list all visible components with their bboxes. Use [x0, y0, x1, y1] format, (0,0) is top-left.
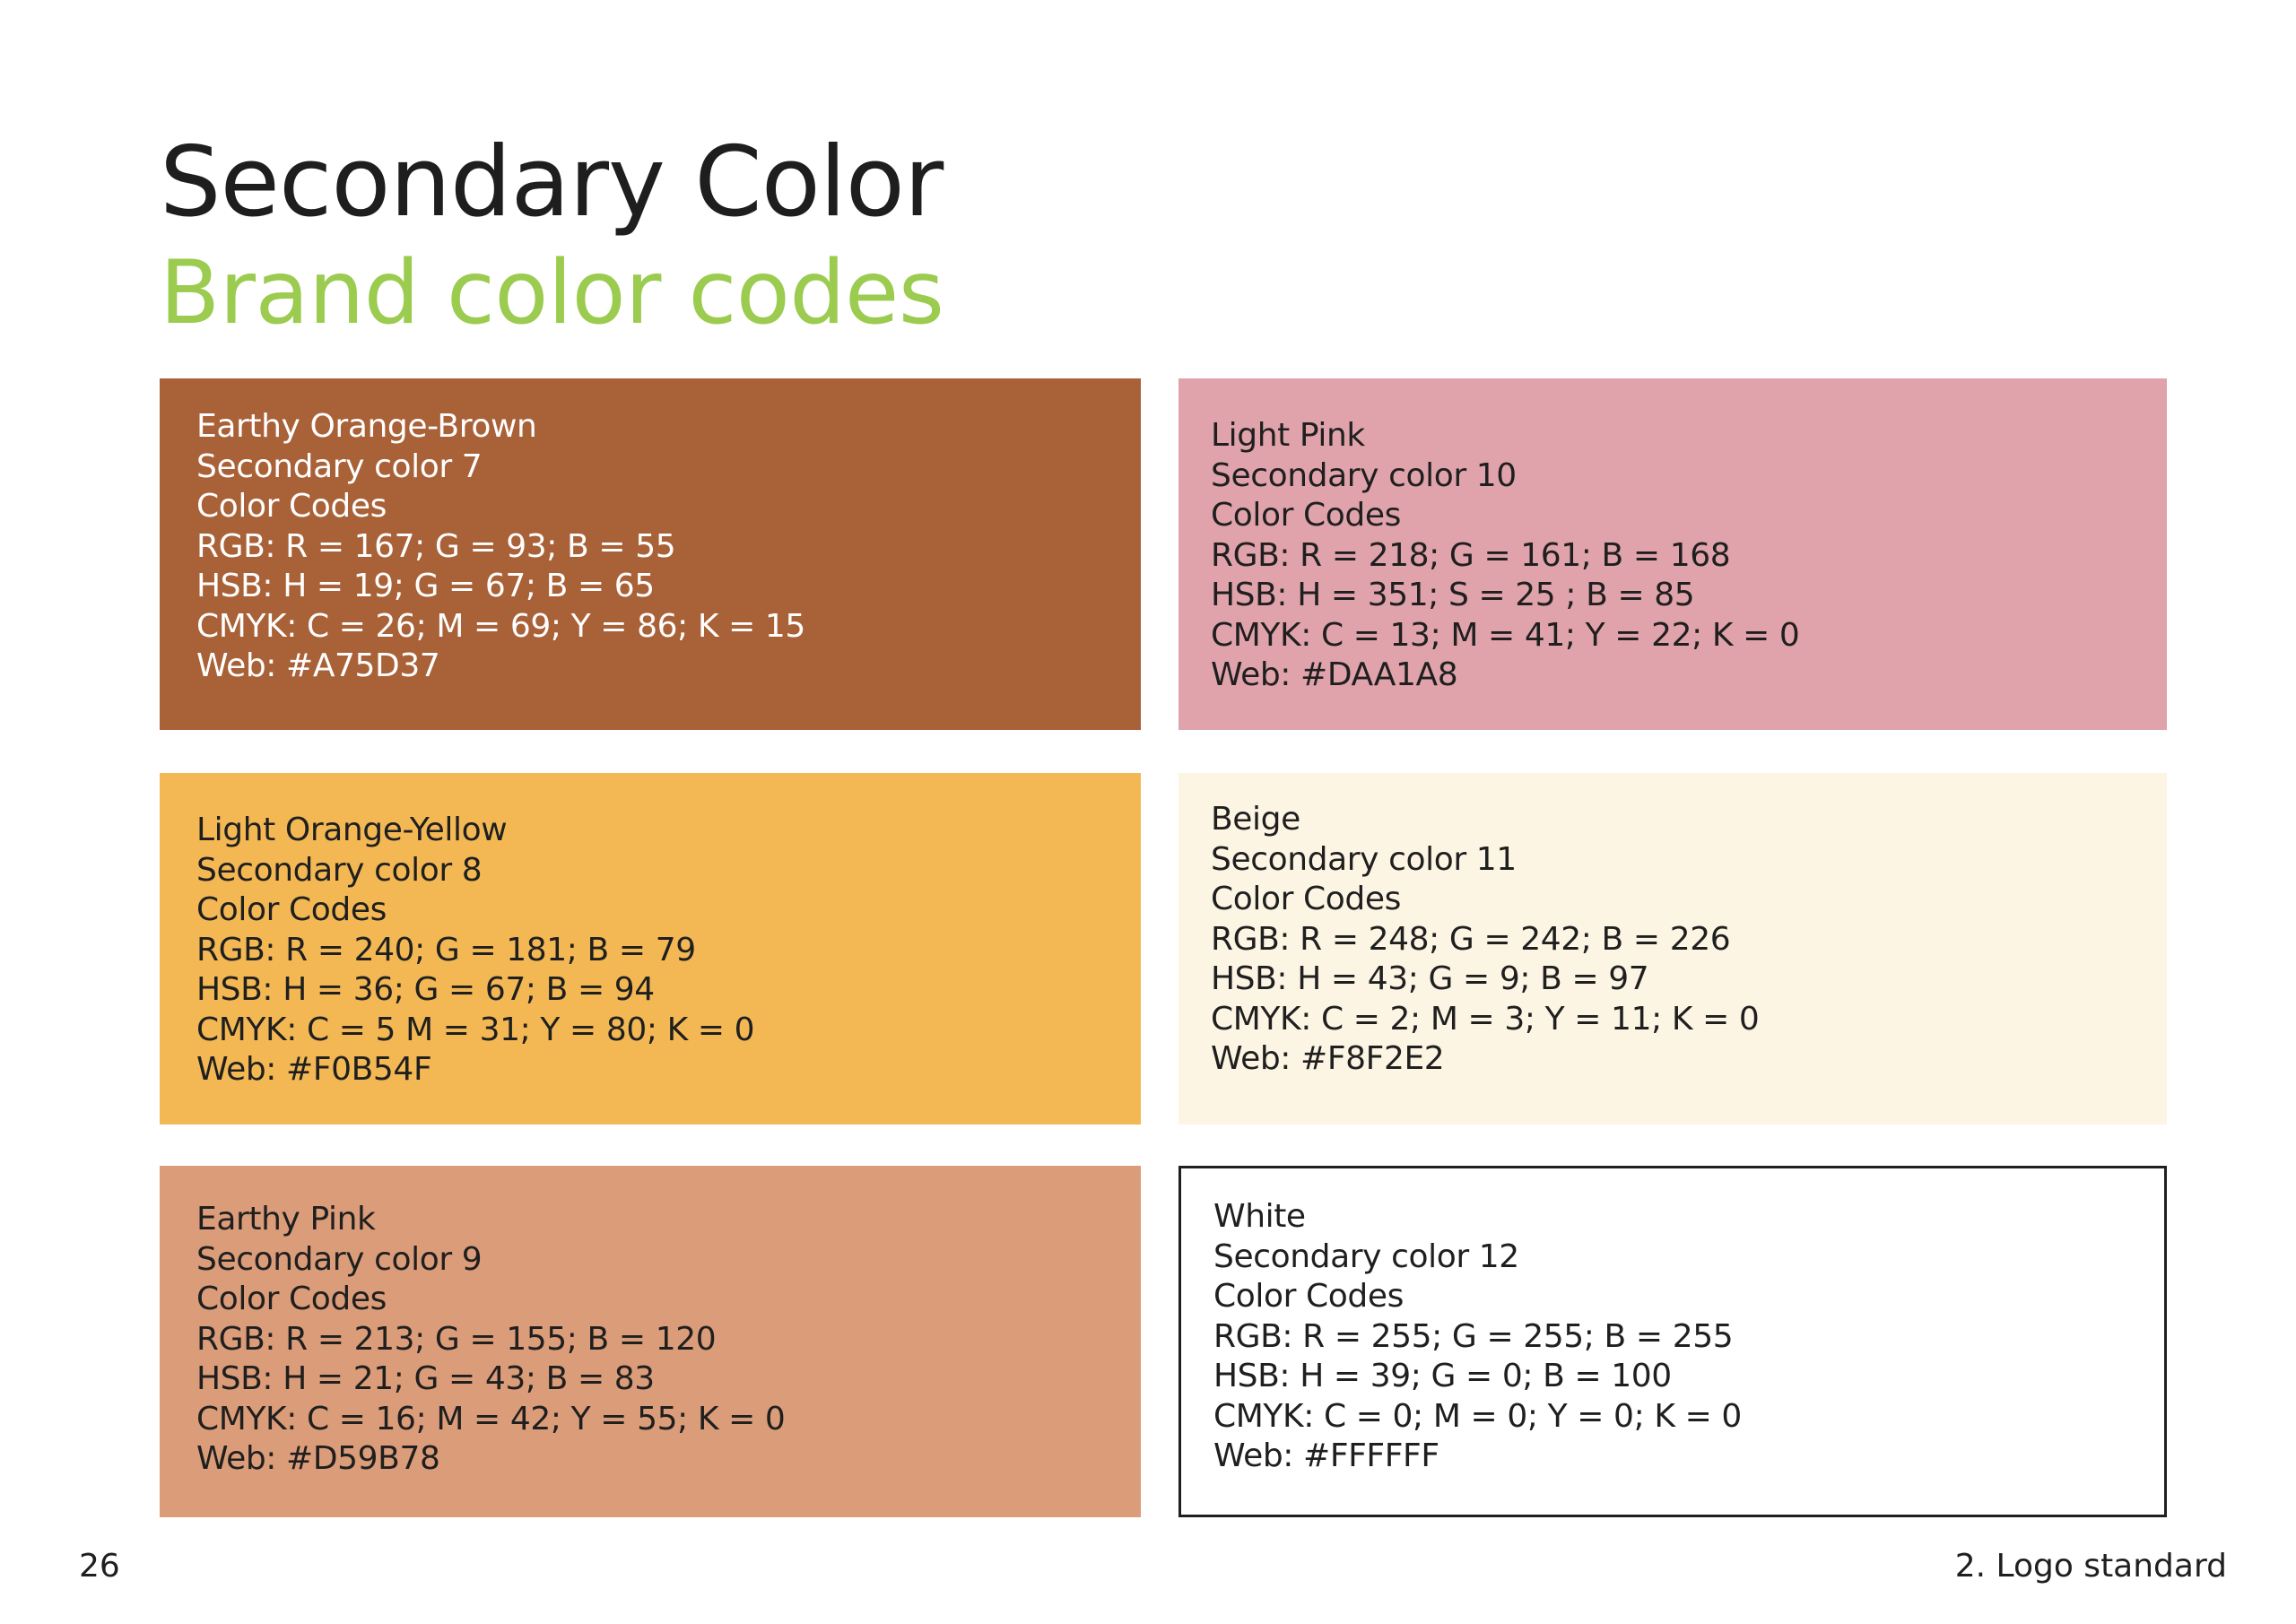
- swatch-name: Earthy Pink: [196, 1201, 376, 1238]
- swatch-cmyk: CMYK: C = 2; M = 3; Y = 11; K = 0: [1211, 1000, 1760, 1038]
- swatch-web: Web: #F8F2E2: [1211, 1040, 1445, 1077]
- page-subtitle: Brand color codes: [160, 242, 944, 344]
- swatch-name: Light Orange-Yellow: [196, 812, 508, 848]
- swatch-web: Web: #F0B54F: [196, 1051, 432, 1088]
- swatch-codes-heading: Color Codes: [196, 891, 387, 928]
- swatch-web: Web: #A75D37: [196, 647, 440, 684]
- swatch-web: Web: #D59B78: [196, 1440, 440, 1477]
- swatch-web: Web: #FFFFFF: [1213, 1437, 1439, 1474]
- swatch-label: Secondary color 7: [196, 447, 483, 485]
- swatch-hsb: HSB: H = 39; G = 0; B = 100: [1213, 1358, 1672, 1394]
- page-number: 26: [79, 1548, 120, 1585]
- swatch-rgb: RGB: R = 167; G = 93; B = 55: [196, 527, 676, 565]
- swatch-hsb: HSB: H = 36; G = 67; B = 94: [196, 971, 655, 1008]
- swatch-label: Secondary color 10: [1211, 456, 1517, 494]
- swatch-cmyk: CMYK: C = 0; M = 0; Y = 0; K = 0: [1213, 1397, 1742, 1435]
- swatch-rgb: RGB: R = 213; G = 155; B = 120: [196, 1320, 717, 1358]
- swatch-card-earthy-pink: [160, 1166, 1141, 1517]
- swatch-card-light-orange-yellow: [160, 773, 1141, 1125]
- swatch-name: White: [1213, 1198, 1306, 1235]
- swatch-rgb: RGB: R = 255; G = 255; B = 255: [1213, 1317, 1734, 1355]
- swatch-hsb: HSB: H = 351; S = 25 ; B = 85: [1211, 577, 1695, 613]
- swatch-codes-heading: Color Codes: [1211, 497, 1401, 534]
- swatch-cmyk: CMYK: C = 26; M = 69; Y = 86; K = 15: [196, 607, 805, 645]
- swatch-cmyk: CMYK: C = 5 M = 31; Y = 80; K = 0: [196, 1011, 755, 1048]
- swatch-card-beige: [1178, 773, 2167, 1125]
- swatch-label: Secondary color 12: [1213, 1238, 1519, 1275]
- page-title: Secondary Color: [160, 126, 944, 239]
- swatch-web: Web: #DAA1A8: [1211, 656, 1458, 693]
- swatch-card-white: [1178, 1166, 2167, 1517]
- swatch-hsb: HSB: H = 43; G = 9; B = 97: [1211, 960, 1649, 997]
- swatch-card-earthy-orange-brown: [160, 378, 1141, 730]
- swatch-codes-heading: Color Codes: [196, 488, 387, 525]
- swatch-rgb: RGB: R = 218; G = 161; B = 168: [1211, 536, 1731, 574]
- swatch-cmyk: CMYK: C = 16; M = 42; Y = 55; K = 0: [196, 1400, 786, 1437]
- swatch-label: Secondary color 11: [1211, 840, 1517, 878]
- swatch-label: Secondary color 8: [196, 851, 483, 889]
- swatch-rgb: RGB: R = 240; G = 181; B = 79: [196, 931, 696, 968]
- swatch-rgb: RGB: R = 248; G = 242; B = 226: [1211, 920, 1731, 958]
- swatch-codes-heading: Color Codes: [1211, 881, 1401, 917]
- swatch-name: Beige: [1211, 801, 1300, 838]
- swatch-codes-heading: Color Codes: [196, 1281, 387, 1317]
- swatch-hsb: HSB: H = 19; G = 67; B = 65: [196, 568, 655, 604]
- swatch-card-light-pink: [1178, 378, 2167, 730]
- section-label: 2. Logo standard: [1954, 1548, 2227, 1585]
- swatch-hsb: HSB: H = 21; G = 43; B = 83: [196, 1360, 655, 1397]
- swatch-name: Earthy Orange-Brown: [196, 408, 537, 445]
- swatch-codes-heading: Color Codes: [1213, 1278, 1404, 1315]
- swatch-cmyk: CMYK: C = 13; M = 41; Y = 22; K = 0: [1211, 616, 1800, 654]
- swatch-name: Light Pink: [1211, 417, 1365, 454]
- swatch-label: Secondary color 9: [196, 1240, 483, 1278]
